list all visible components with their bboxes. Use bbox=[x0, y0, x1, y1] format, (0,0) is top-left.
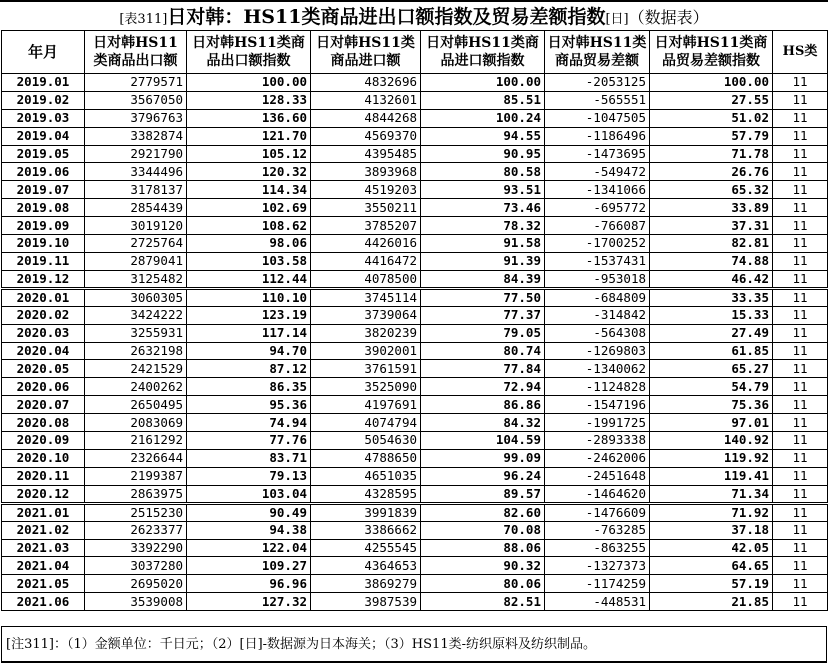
table-row bbox=[2, 378, 828, 396]
cell-hs: 11 bbox=[773, 521, 828, 539]
cell-import: 4426016 bbox=[311, 235, 421, 253]
cell-hs: 11 bbox=[773, 414, 828, 432]
cell-balance: -1537431 bbox=[545, 252, 650, 270]
table-body bbox=[2, 74, 828, 611]
cell-export: 3382874 bbox=[85, 127, 187, 145]
cell-import: 3785207 bbox=[311, 217, 421, 235]
cell-import-index: 78.32 bbox=[421, 217, 545, 235]
cell-import: 4328595 bbox=[311, 485, 421, 503]
cell-hs: 11 bbox=[773, 145, 828, 163]
cell-hs: 11 bbox=[773, 557, 828, 575]
cell-import-index: 90.32 bbox=[421, 557, 545, 575]
cell-import: 4255545 bbox=[311, 539, 421, 557]
cell-export: 2863975 bbox=[85, 485, 187, 503]
table-row bbox=[2, 360, 828, 378]
cell-month: 2020.11 bbox=[2, 467, 85, 485]
cell-export: 2695020 bbox=[85, 575, 187, 593]
cell-month: 2020.02 bbox=[2, 306, 85, 324]
cell-balance: -684809 bbox=[545, 288, 650, 306]
cell-import: 4788650 bbox=[311, 449, 421, 467]
cell-balance-index: 37.18 bbox=[650, 521, 773, 539]
cell-balance: -2053125 bbox=[545, 74, 650, 92]
cell-month: 2020.10 bbox=[2, 449, 85, 467]
cell-import-index: 96.24 bbox=[421, 467, 545, 485]
column-header: 日对韩HS11类商品进口额指数 bbox=[421, 31, 545, 74]
table-row bbox=[2, 485, 828, 503]
cell-import-index: 91.58 bbox=[421, 235, 545, 253]
cell-balance-index: 119.41 bbox=[650, 467, 773, 485]
cell-month: 2020.08 bbox=[2, 414, 85, 432]
cell-import: 4519203 bbox=[311, 181, 421, 199]
cell-export: 3125482 bbox=[85, 270, 187, 288]
cell-month: 2020.07 bbox=[2, 396, 85, 414]
cell-month: 2019.11 bbox=[2, 252, 85, 270]
column-header: 日对韩HS11类商品出口额指数 bbox=[187, 31, 311, 74]
table-row bbox=[2, 557, 828, 575]
cell-balance: -1327373 bbox=[545, 557, 650, 575]
cell-balance: -1174259 bbox=[545, 575, 650, 593]
cell-hs: 11 bbox=[773, 503, 828, 521]
cell-export-index: 110.10 bbox=[187, 288, 311, 306]
cell-balance-index: 140.92 bbox=[650, 432, 773, 450]
cell-month: 2020.03 bbox=[2, 324, 85, 342]
cell-export-index: 90.49 bbox=[187, 503, 311, 521]
cell-month: 2020.06 bbox=[2, 378, 85, 396]
cell-import: 3761591 bbox=[311, 360, 421, 378]
cell-export: 3539008 bbox=[85, 593, 187, 611]
table-row bbox=[2, 163, 828, 181]
cell-import-index: 84.32 bbox=[421, 414, 545, 432]
cell-export: 2779571 bbox=[85, 74, 187, 92]
cell-export-index: 79.13 bbox=[187, 467, 311, 485]
cell-balance: -766087 bbox=[545, 217, 650, 235]
cell-export-index: 100.00 bbox=[187, 74, 311, 92]
cell-import-index: 88.06 bbox=[421, 539, 545, 557]
cell-month: 2019.12 bbox=[2, 270, 85, 288]
cell-export: 2400262 bbox=[85, 378, 187, 396]
cell-import: 3386662 bbox=[311, 521, 421, 539]
cell-import-index: 100.00 bbox=[421, 74, 545, 92]
cell-hs: 11 bbox=[773, 127, 828, 145]
cell-balance: -1341066 bbox=[545, 181, 650, 199]
column-header: 年月 bbox=[2, 31, 85, 74]
page-subtitle: （数据表） bbox=[628, 8, 709, 27]
cell-balance: -2451648 bbox=[545, 467, 650, 485]
cell-export: 3019120 bbox=[85, 217, 187, 235]
cell-balance: -1269803 bbox=[545, 342, 650, 360]
cell-balance-index: 33.35 bbox=[650, 288, 773, 306]
table-row bbox=[2, 449, 828, 467]
table-row bbox=[2, 91, 828, 109]
table-row bbox=[2, 539, 828, 557]
cell-import: 4395485 bbox=[311, 145, 421, 163]
cell-balance: -1473695 bbox=[545, 145, 650, 163]
cell-hs: 11 bbox=[773, 449, 828, 467]
cell-import-index: 79.05 bbox=[421, 324, 545, 342]
cell-import-index: 91.39 bbox=[421, 252, 545, 270]
cell-balance: -564308 bbox=[545, 324, 650, 342]
cell-export-index: 108.62 bbox=[187, 217, 311, 235]
cell-import-index: 77.84 bbox=[421, 360, 545, 378]
cell-balance: -953018 bbox=[545, 270, 650, 288]
cell-balance: -2462006 bbox=[545, 449, 650, 467]
cell-import-index: 80.74 bbox=[421, 342, 545, 360]
cell-balance-index: 119.92 bbox=[650, 449, 773, 467]
cell-month: 2020.01 bbox=[2, 288, 85, 306]
cell-import: 4197691 bbox=[311, 396, 421, 414]
cell-hs: 11 bbox=[773, 270, 828, 288]
cell-export: 3796763 bbox=[85, 109, 187, 127]
cell-hs: 11 bbox=[773, 217, 828, 235]
cell-import: 3991839 bbox=[311, 503, 421, 521]
cell-month: 2020.12 bbox=[2, 485, 85, 503]
cell-import-index: 72.94 bbox=[421, 378, 545, 396]
cell-import-index: 85.51 bbox=[421, 91, 545, 109]
cell-balance-index: 75.36 bbox=[650, 396, 773, 414]
cell-balance: -1124828 bbox=[545, 378, 650, 396]
cell-export: 3344496 bbox=[85, 163, 187, 181]
cell-hs: 11 bbox=[773, 485, 828, 503]
cell-hs: 11 bbox=[773, 91, 828, 109]
cell-month: 2019.08 bbox=[2, 199, 85, 217]
cell-balance-index: 33.89 bbox=[650, 199, 773, 217]
cell-import: 4832696 bbox=[311, 74, 421, 92]
column-header: 日对韩HS11类商品贸易差额指数 bbox=[650, 31, 773, 74]
cell-export-index: 127.32 bbox=[187, 593, 311, 611]
cell-import-index: 80.58 bbox=[421, 163, 545, 181]
cell-balance: -695772 bbox=[545, 199, 650, 217]
cell-balance-index: 42.05 bbox=[650, 539, 773, 557]
table-row bbox=[2, 414, 828, 432]
table-row bbox=[2, 324, 828, 342]
cell-import: 3987539 bbox=[311, 593, 421, 611]
table-row bbox=[2, 288, 828, 306]
cell-import: 3820239 bbox=[311, 324, 421, 342]
cell-balance: -1547196 bbox=[545, 396, 650, 414]
cell-balance-index: 71.92 bbox=[650, 503, 773, 521]
table-row bbox=[2, 467, 828, 485]
cell-export: 2879041 bbox=[85, 252, 187, 270]
cell-export-index: 95.36 bbox=[187, 396, 311, 414]
cell-balance-index: 57.79 bbox=[650, 127, 773, 145]
cell-hs: 11 bbox=[773, 467, 828, 485]
cell-import: 5054630 bbox=[311, 432, 421, 450]
table-row bbox=[2, 181, 828, 199]
footnote: [注311]：（1）金额单位：千日元；（2）[日]-数据源为日本海关；（3）HS11类-纺织原料及纺织制品。 bbox=[1, 626, 827, 663]
cell-import: 3902001 bbox=[311, 342, 421, 360]
cell-hs: 11 bbox=[773, 539, 828, 557]
cell-balance: -763285 bbox=[545, 521, 650, 539]
cell-balance-index: 54.79 bbox=[650, 378, 773, 396]
cell-balance-index: 61.85 bbox=[650, 342, 773, 360]
table-row bbox=[2, 145, 828, 163]
column-header: 日对韩HS11类商品贸易差额 bbox=[545, 31, 650, 74]
cell-import: 4364653 bbox=[311, 557, 421, 575]
cell-month: 2021.02 bbox=[2, 521, 85, 539]
cell-export-index: 96.96 bbox=[187, 575, 311, 593]
table-row bbox=[2, 127, 828, 145]
cell-import-index: 86.86 bbox=[421, 396, 545, 414]
cell-export-index: 121.70 bbox=[187, 127, 311, 145]
table-row bbox=[2, 396, 828, 414]
table-row bbox=[2, 109, 828, 127]
cell-month: 2019.05 bbox=[2, 145, 85, 163]
column-header: HS类 bbox=[773, 31, 828, 74]
cell-import-index: 94.55 bbox=[421, 127, 545, 145]
cell-month: 2019.09 bbox=[2, 217, 85, 235]
cell-balance-index: 27.55 bbox=[650, 91, 773, 109]
cell-export-index: 86.35 bbox=[187, 378, 311, 396]
cell-balance: -549472 bbox=[545, 163, 650, 181]
cell-export: 3567050 bbox=[85, 91, 187, 109]
cell-import-index: 84.39 bbox=[421, 270, 545, 288]
cell-balance-index: 27.49 bbox=[650, 324, 773, 342]
cell-month: 2020.09 bbox=[2, 432, 85, 450]
cell-export: 3424222 bbox=[85, 306, 187, 324]
cell-balance-index: 74.88 bbox=[650, 252, 773, 270]
cell-import-index: 100.24 bbox=[421, 109, 545, 127]
cell-export: 2161292 bbox=[85, 432, 187, 450]
cell-export: 3255931 bbox=[85, 324, 187, 342]
cell-import: 3525090 bbox=[311, 378, 421, 396]
table-row bbox=[2, 199, 828, 217]
cell-import: 4651035 bbox=[311, 467, 421, 485]
table-row bbox=[2, 432, 828, 450]
cell-month: 2021.03 bbox=[2, 539, 85, 557]
cell-import: 3739064 bbox=[311, 306, 421, 324]
cell-export-index: 123.19 bbox=[187, 306, 311, 324]
cell-balance-index: 82.81 bbox=[650, 235, 773, 253]
table-row bbox=[2, 235, 828, 253]
cell-export: 2199387 bbox=[85, 467, 187, 485]
cell-export: 3392290 bbox=[85, 539, 187, 557]
column-header: 日对韩HS11类商品出口额 bbox=[85, 31, 187, 74]
cell-balance-index: 15.33 bbox=[650, 306, 773, 324]
cell-export-index: 83.71 bbox=[187, 449, 311, 467]
cell-import-index: 80.06 bbox=[421, 575, 545, 593]
cell-month: 2021.05 bbox=[2, 575, 85, 593]
cell-export-index: 103.04 bbox=[187, 485, 311, 503]
cell-month: 2021.01 bbox=[2, 503, 85, 521]
cell-export-index: 112.44 bbox=[187, 270, 311, 288]
cell-import: 4078500 bbox=[311, 270, 421, 288]
cell-hs: 11 bbox=[773, 163, 828, 181]
cell-balance-index: 46.42 bbox=[650, 270, 773, 288]
cell-month: 2019.01 bbox=[2, 74, 85, 92]
cell-export-index: 77.76 bbox=[187, 432, 311, 450]
cell-balance-index: 97.01 bbox=[650, 414, 773, 432]
cell-import-index: 82.51 bbox=[421, 593, 545, 611]
cell-export-index: 87.12 bbox=[187, 360, 311, 378]
cell-import: 4416472 bbox=[311, 252, 421, 270]
cell-export-index: 114.34 bbox=[187, 181, 311, 199]
cell-balance: -1700252 bbox=[545, 235, 650, 253]
cell-hs: 11 bbox=[773, 575, 828, 593]
cell-export: 2725764 bbox=[85, 235, 187, 253]
cell-month: 2019.06 bbox=[2, 163, 85, 181]
cell-export: 3178137 bbox=[85, 181, 187, 199]
cell-import-index: 99.09 bbox=[421, 449, 545, 467]
cell-hs: 11 bbox=[773, 342, 828, 360]
cell-balance-index: 65.32 bbox=[650, 181, 773, 199]
cell-balance-index: 57.19 bbox=[650, 575, 773, 593]
cell-export: 2083069 bbox=[85, 414, 187, 432]
cell-import: 3893968 bbox=[311, 163, 421, 181]
cell-balance: -1047505 bbox=[545, 109, 650, 127]
cell-balance-index: 65.27 bbox=[650, 360, 773, 378]
cell-export: 3037280 bbox=[85, 557, 187, 575]
cell-month: 2019.02 bbox=[2, 91, 85, 109]
cell-month: 2021.04 bbox=[2, 557, 85, 575]
cell-balance-index: 37.31 bbox=[650, 217, 773, 235]
cell-export-index: 98.06 bbox=[187, 235, 311, 253]
table-row bbox=[2, 521, 828, 539]
cell-balance-index: 71.78 bbox=[650, 145, 773, 163]
cell-export-index: 94.38 bbox=[187, 521, 311, 539]
cell-export: 2515230 bbox=[85, 503, 187, 521]
page-title: 日对韩：HS11类商品进出口额指数及贸易差额指数 bbox=[167, 6, 606, 28]
cell-hs: 11 bbox=[773, 199, 828, 217]
table-title bbox=[0, 0, 828, 30]
cell-export-index: 74.94 bbox=[187, 414, 311, 432]
table-row bbox=[2, 270, 828, 288]
cell-hs: 11 bbox=[773, 181, 828, 199]
table-row bbox=[2, 503, 828, 521]
cell-import: 3869279 bbox=[311, 575, 421, 593]
cell-export-index: 136.60 bbox=[187, 109, 311, 127]
cell-balance: -1464620 bbox=[545, 485, 650, 503]
cell-hs: 11 bbox=[773, 396, 828, 414]
source-tag: [日] bbox=[605, 12, 629, 27]
cell-import: 3745114 bbox=[311, 288, 421, 306]
cell-import-index: 77.50 bbox=[421, 288, 545, 306]
cell-balance: -1340062 bbox=[545, 360, 650, 378]
cell-import-index: 82.60 bbox=[421, 503, 545, 521]
cell-balance: -1476609 bbox=[545, 503, 650, 521]
cell-balance-index: 71.34 bbox=[650, 485, 773, 503]
cell-export-index: 102.69 bbox=[187, 199, 311, 217]
cell-export-index: 109.27 bbox=[187, 557, 311, 575]
cell-import: 4132601 bbox=[311, 91, 421, 109]
cell-hs: 11 bbox=[773, 324, 828, 342]
cell-export-index: 120.32 bbox=[187, 163, 311, 181]
cell-import-index: 93.51 bbox=[421, 181, 545, 199]
cell-balance: -314842 bbox=[545, 306, 650, 324]
cell-month: 2020.05 bbox=[2, 360, 85, 378]
cell-month: 2019.10 bbox=[2, 235, 85, 253]
column-header: 日对韩HS11类商品进口额 bbox=[311, 31, 421, 74]
cell-balance: -1991725 bbox=[545, 414, 650, 432]
cell-import: 4844268 bbox=[311, 109, 421, 127]
table-row bbox=[2, 74, 828, 92]
cell-hs: 11 bbox=[773, 74, 828, 92]
table-row bbox=[2, 593, 828, 611]
table-row bbox=[2, 252, 828, 270]
cell-month: 2021.06 bbox=[2, 593, 85, 611]
cell-hs: 11 bbox=[773, 432, 828, 450]
cell-import: 4569370 bbox=[311, 127, 421, 145]
cell-balance-index: 100.00 bbox=[650, 74, 773, 92]
cell-hs: 11 bbox=[773, 360, 828, 378]
cell-export-index: 103.58 bbox=[187, 252, 311, 270]
data-table bbox=[1, 30, 828, 611]
cell-balance-index: 21.85 bbox=[650, 593, 773, 611]
cell-export-index: 94.70 bbox=[187, 342, 311, 360]
table-row bbox=[2, 306, 828, 324]
cell-balance: -863255 bbox=[545, 539, 650, 557]
table-row bbox=[2, 217, 828, 235]
cell-hs: 11 bbox=[773, 378, 828, 396]
cell-balance-index: 64.65 bbox=[650, 557, 773, 575]
cell-month: 2019.04 bbox=[2, 127, 85, 145]
cell-hs: 11 bbox=[773, 306, 828, 324]
cell-export: 2421529 bbox=[85, 360, 187, 378]
cell-import-index: 73.46 bbox=[421, 199, 545, 217]
cell-export: 2623377 bbox=[85, 521, 187, 539]
cell-export: 2854439 bbox=[85, 199, 187, 217]
cell-export: 2921790 bbox=[85, 145, 187, 163]
cell-balance: -448531 bbox=[545, 593, 650, 611]
cell-month: 2019.07 bbox=[2, 181, 85, 199]
cell-export: 2326644 bbox=[85, 449, 187, 467]
cell-export: 2632198 bbox=[85, 342, 187, 360]
cell-hs: 11 bbox=[773, 288, 828, 306]
cell-import-index: 104.59 bbox=[421, 432, 545, 450]
cell-import-index: 90.95 bbox=[421, 145, 545, 163]
cell-import-index: 70.08 bbox=[421, 521, 545, 539]
cell-balance-index: 26.76 bbox=[650, 163, 773, 181]
cell-hs: 11 bbox=[773, 252, 828, 270]
cell-export-index: 122.04 bbox=[187, 539, 311, 557]
cell-import: 3550211 bbox=[311, 199, 421, 217]
cell-import-index: 77.37 bbox=[421, 306, 545, 324]
cell-export: 3060305 bbox=[85, 288, 187, 306]
cell-balance: -2893338 bbox=[545, 432, 650, 450]
cell-import: 4074794 bbox=[311, 414, 421, 432]
cell-export-index: 117.14 bbox=[187, 324, 311, 342]
cell-hs: 11 bbox=[773, 109, 828, 127]
cell-month: 2020.04 bbox=[2, 342, 85, 360]
table-row bbox=[2, 575, 828, 593]
cell-hs: 11 bbox=[773, 235, 828, 253]
cell-import-index: 89.57 bbox=[421, 485, 545, 503]
header-row bbox=[2, 31, 828, 74]
table-number-tag: [表311] bbox=[119, 12, 168, 27]
cell-balance: -565551 bbox=[545, 91, 650, 109]
cell-month: 2019.03 bbox=[2, 109, 85, 127]
cell-hs: 11 bbox=[773, 593, 828, 611]
cell-export-index: 128.33 bbox=[187, 91, 311, 109]
cell-export-index: 105.12 bbox=[187, 145, 311, 163]
cell-export: 2650495 bbox=[85, 396, 187, 414]
cell-balance: -1186496 bbox=[545, 127, 650, 145]
table-row bbox=[2, 342, 828, 360]
cell-balance-index: 51.02 bbox=[650, 109, 773, 127]
